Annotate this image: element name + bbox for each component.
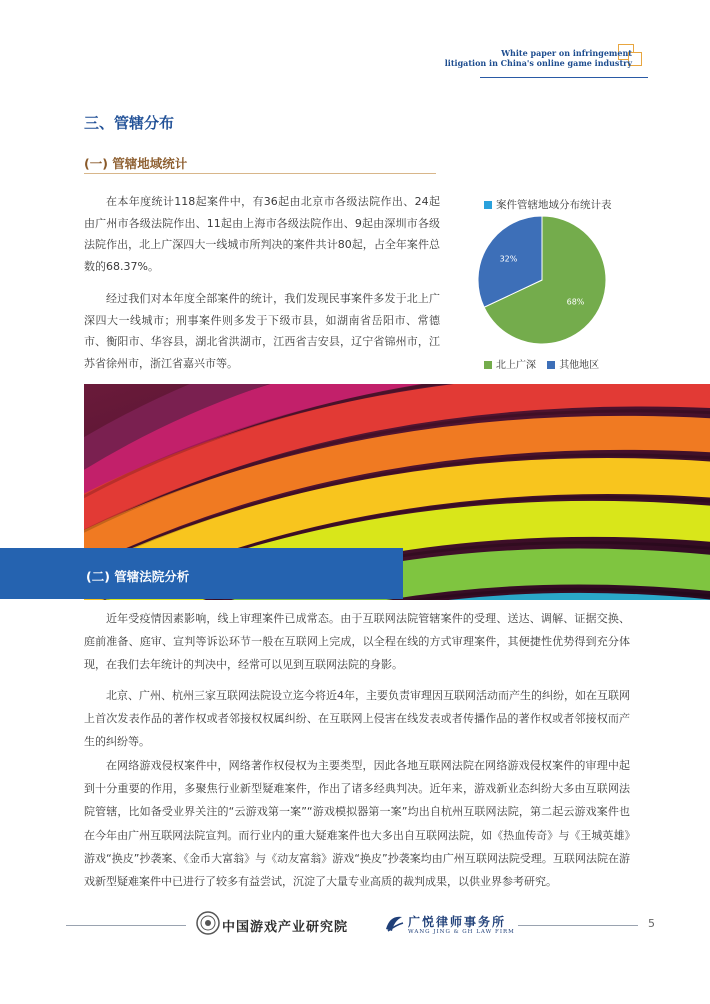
chart-legend — [484, 356, 607, 371]
footer-rule-right — [518, 925, 638, 926]
legend-label-0: 北上广深 — [496, 360, 536, 371]
law-firm-logo — [382, 911, 406, 935]
pie-slice-label-1: 32% — [499, 254, 518, 264]
pie-chart — [470, 214, 620, 344]
subsection-title-2: (二) 管辖法院分析 — [86, 569, 190, 584]
footer-org-institute: 中国游戏产业研究院 — [222, 920, 349, 935]
paragraph-4: 北京、广州、杭州三家互联网法院设立迄今将近4年，主要负责审理因互联网活动而产生的纠纷，如在互联网上首次发表作品的著作权或者邻接权权属纠纷、在互联网上侵害在线发表或者传播作品的著作权或者邻接权而产生的纠纷等。 — [84, 689, 630, 749]
legend-swatch-1 — [547, 361, 555, 369]
institute-seal-logo — [196, 911, 220, 935]
chart-title-marker — [484, 201, 492, 209]
header-rule — [480, 77, 648, 78]
footer-org-lawfirm-en: WANG JING & GH LAW FIRM — [408, 929, 515, 935]
paragraph-1: 在本年度统计118起案件中，有36起由北京市各级法院作出、24起由广州市各级法院作出、11起由上海市各级法院作出、9起由深圳市各级法院作出，北上广深四大一线城市所判决的案件共计80起，占全年案件总数的68.37%。 — [84, 195, 440, 273]
legend-label-1: 其他地区 — [559, 360, 600, 371]
footer-rule-left — [66, 925, 186, 926]
paragraph-2: 经过我们对本年度全部案件的统计，我们发现民事案件多发于北上广深四大一线城市；刑事案件则多发于下级市县，如湖南省岳阳市、常德市、衡阳市、华容县，湖北省洪湖市，江西省吉安县，辽宁省锦州市，江苏省徐州市，浙江省嘉兴市等。 — [84, 292, 440, 370]
legend-item-1 — [547, 360, 599, 371]
page-number: 5 — [648, 917, 655, 930]
paragraph-5: 在网络游戏侵权案件中，网络著作权侵权为主要类型，因此各地互联网法院在网络游戏侵权案件的审理中起到十分重要的作用，多聚焦行业新型疑难案件，作出了诸多经典判决。近年来，游戏新业态纠纷大多由互联网法院管辖，比如备受业界关注的“云游戏第一案”“游戏模拟器第一案”均出自杭州互联网法院，第二起云游戏案件也在今年由广州互联网法院宣判。而行业内的重大疑难案件也大多出自互联网法院，如《热血传奇》与《王城英雄》游戏“换皮”抄袭案、《金币大富翁》与《动友富翁》游戏“换皮”抄袭案均由广州互联网法院受理。互联网法院在游戏新型疑难案件中已进行了较多有益尝试，沉淀了大量专业高质的裁判成果，以供业界参考研究。 — [84, 759, 630, 889]
header-title-line2: litigation in China's online game industry — [444, 58, 632, 68]
section-banner-bar — [0, 548, 403, 599]
chart-title — [484, 197, 612, 212]
legend-item-0 — [484, 360, 536, 371]
footer-org-lawfirm: 广悦律师事务所 — [408, 915, 507, 929]
section-title: 三、管辖分布 — [84, 114, 175, 132]
chart-title-text: 案件管辖地域分布统计表 — [496, 199, 612, 211]
subsection-rule — [84, 173, 436, 174]
header-title-line1: White paper on infringement — [501, 48, 632, 58]
pie-slice-label-0: 68% — [566, 297, 585, 307]
subsection-title-1: (一) 管辖地域统计 — [84, 156, 188, 171]
header-title — [445, 48, 632, 68]
paragraph-3: 近年受疫情因素影响，线上审理案件已成常态。由于互联网法院管辖案件的受理、送达、调解、证据交换、庭前准备、庭审、宣判等诉讼环节一般在互联网上完成，以全程在线的方式审理案件，其便捷性优势得到充分体现，在我们去年统计的判决中，经常可以见到互联网法院的身影。 — [84, 612, 630, 672]
legend-swatch-0 — [484, 361, 492, 369]
